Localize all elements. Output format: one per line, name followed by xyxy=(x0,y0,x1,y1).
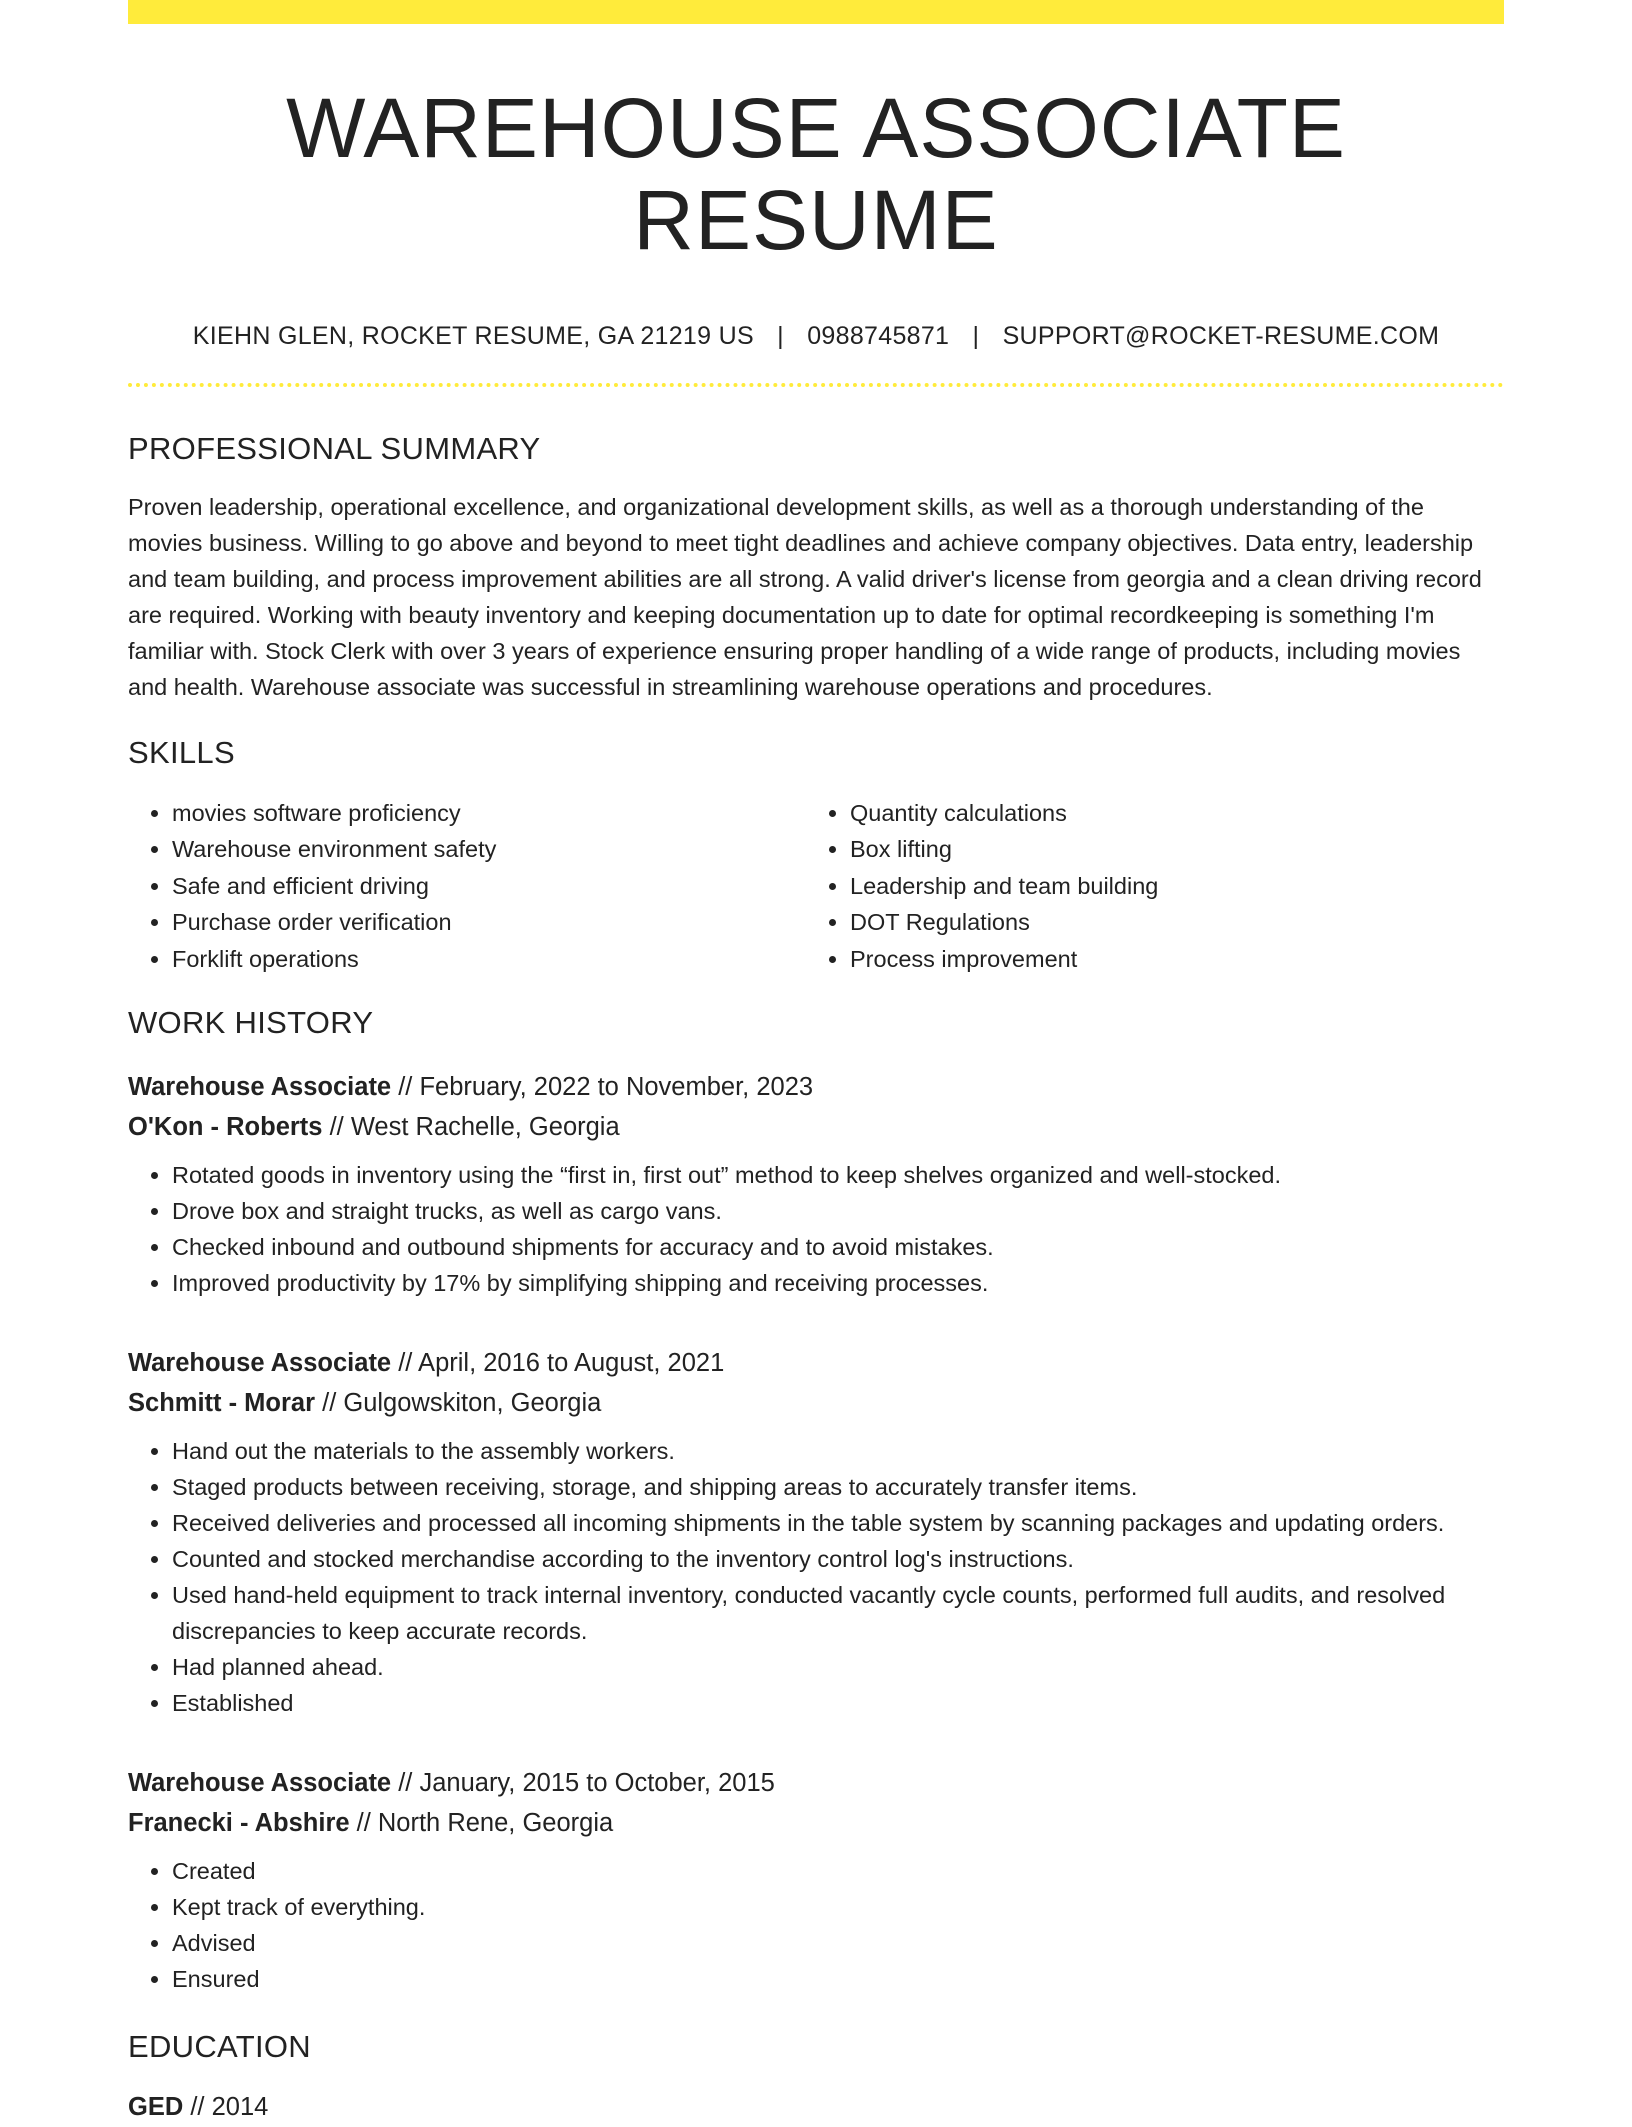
job-bullet: • Checked inbound and outbound shipments for accuracy and to avoid mistakes. xyxy=(172,1229,1504,1265)
summary-text: Proven leadership, operational excellence, and organizational development skills, as well as a thorough understanding of the movies business. Willing to go above and beyond to meet tight deadlines and achieve company objectives. Data entry, leadership and team building, and process improvement abilities are all strong. A valid driver's license from georgia and a clean driving record are required. Working with beauty inventory and keeping documentation up to date for optimal recordkeeping is something I'm familiar with. Stock Clerk with over 3 years of experience ensuring proper handling of a wide range of products, including movies and health. Warehouse associate was successful in streamlining warehouse operations and procedures. xyxy=(128,493,1482,700)
job-bullet: • Rotated goods in inventory using the “first in, first out” method to keep shelves organized and well-stocked. xyxy=(172,1157,1504,1193)
job-dates: // April, 2016 to August, 2021 xyxy=(391,1349,725,1378)
job-company-line xyxy=(128,1383,1504,1423)
job-title: Warehouse Associate xyxy=(128,1349,392,1378)
job-bullet: • Established xyxy=(172,1685,1504,1721)
job-bullets xyxy=(128,1853,1504,1997)
job-company-line xyxy=(128,1803,1504,1843)
job-bullet: • Had planned ahead. xyxy=(172,1649,1504,1685)
contact-phone: 0988745871 xyxy=(807,321,950,350)
job-bullets xyxy=(128,1157,1504,1301)
job-entry xyxy=(128,1763,1504,1997)
job-bullet: • Ensured xyxy=(172,1961,1504,1997)
skill-item: • Forklift operations xyxy=(172,941,806,978)
job-bullet: • Drove box and straight trucks, as well as cargo vans. xyxy=(172,1193,1504,1229)
contact-separator: | xyxy=(972,321,980,350)
job-bullets xyxy=(128,1433,1504,1721)
skill-item: • Quantity calculations xyxy=(850,795,1484,832)
skill-item: • Leadership and team building xyxy=(850,868,1484,905)
job-title-line xyxy=(128,1343,1504,1383)
job-bullet: • Used hand-held equipment to track internal inventory, conducted vacantly cycle counts, performed full audits, and resolved discrepancies to keep accurate records. xyxy=(172,1577,1504,1649)
contact-line xyxy=(128,319,1504,353)
header-divider xyxy=(128,383,1504,387)
education-year: // 2014 xyxy=(183,2093,269,2122)
job-company: O'Kon - Roberts xyxy=(128,1113,323,1142)
job-dates: // February, 2022 to November, 2023 xyxy=(391,1073,814,1102)
job-title: Warehouse Associate xyxy=(128,1073,392,1102)
job-bullet: • Advised xyxy=(172,1925,1504,1961)
job-bullet: • Received deliveries and processed all incoming shipments in the table system by scanning packages and updating orders. xyxy=(172,1505,1504,1541)
job-company-line xyxy=(128,1107,1504,1147)
education-heading: EDUCATION xyxy=(128,2029,311,2065)
job-company: Schmitt - Morar xyxy=(128,1389,316,1418)
job-bullet: • Counted and stocked merchandise according to the inventory control log's instructions. xyxy=(172,1541,1504,1577)
resume-page xyxy=(128,0,1504,2127)
job-bullet: • Created xyxy=(172,1853,1504,1889)
job-bullet: • Improved productivity by 17% by simplifying shipping and receiving processes. xyxy=(172,1265,1504,1301)
summary-heading: PROFESSIONAL SUMMARY xyxy=(128,430,541,466)
job-bullet: • Staged products between receiving, storage, and shipping areas to accurately transfer items. xyxy=(172,1469,1504,1505)
contact-address: KIEHN GLEN, ROCKET RESUME, GA 21219 US xyxy=(192,321,754,350)
skill-item: • Process improvement xyxy=(850,941,1484,978)
job-dates: // January, 2015 to October, 2015 xyxy=(391,1769,775,1798)
education-degree: GED xyxy=(128,2093,184,2122)
accent-top-bar xyxy=(128,0,1504,24)
skills-list-left xyxy=(128,795,806,978)
job-location: // West Rachelle, Georgia xyxy=(322,1113,620,1142)
job-bullet: • Hand out the materials to the assembly workers. xyxy=(172,1433,1504,1469)
job-title-line xyxy=(128,1067,1504,1107)
skills-heading: SKILLS xyxy=(128,734,235,770)
job-company: Franecki - Abshire xyxy=(128,1809,350,1838)
resume-title: WAREHOUSE ASSOCIATE RESUME xyxy=(286,81,1346,268)
skill-item: • DOT Regulations xyxy=(850,904,1484,941)
job-bullet: • Kept track of everything. xyxy=(172,1889,1504,1925)
skill-item: • movies software proficiency xyxy=(172,795,806,832)
education-entry xyxy=(128,2087,1504,2127)
skill-item: • Box lifting xyxy=(850,831,1484,868)
job-location: // Gulgowskiton, Georgia xyxy=(315,1389,602,1418)
job-entry xyxy=(128,1067,1504,1301)
contact-separator: | xyxy=(777,321,784,350)
skill-item: • Warehouse environment safety xyxy=(172,831,806,868)
contact-email: SUPPORT@ROCKET-RESUME.COM xyxy=(1002,321,1440,350)
skill-item: • Safe and efficient driving xyxy=(172,868,806,905)
skills-list-right xyxy=(806,795,1484,978)
job-location: // North Rene, Georgia xyxy=(349,1809,614,1838)
skill-item: • Purchase order verification xyxy=(172,904,806,941)
job-title: Warehouse Associate xyxy=(128,1769,392,1798)
job-title-line xyxy=(128,1763,1504,1803)
skills-grid xyxy=(128,795,1504,978)
work-history-heading: WORK HISTORY xyxy=(128,1005,374,1041)
job-entry xyxy=(128,1343,1504,1721)
